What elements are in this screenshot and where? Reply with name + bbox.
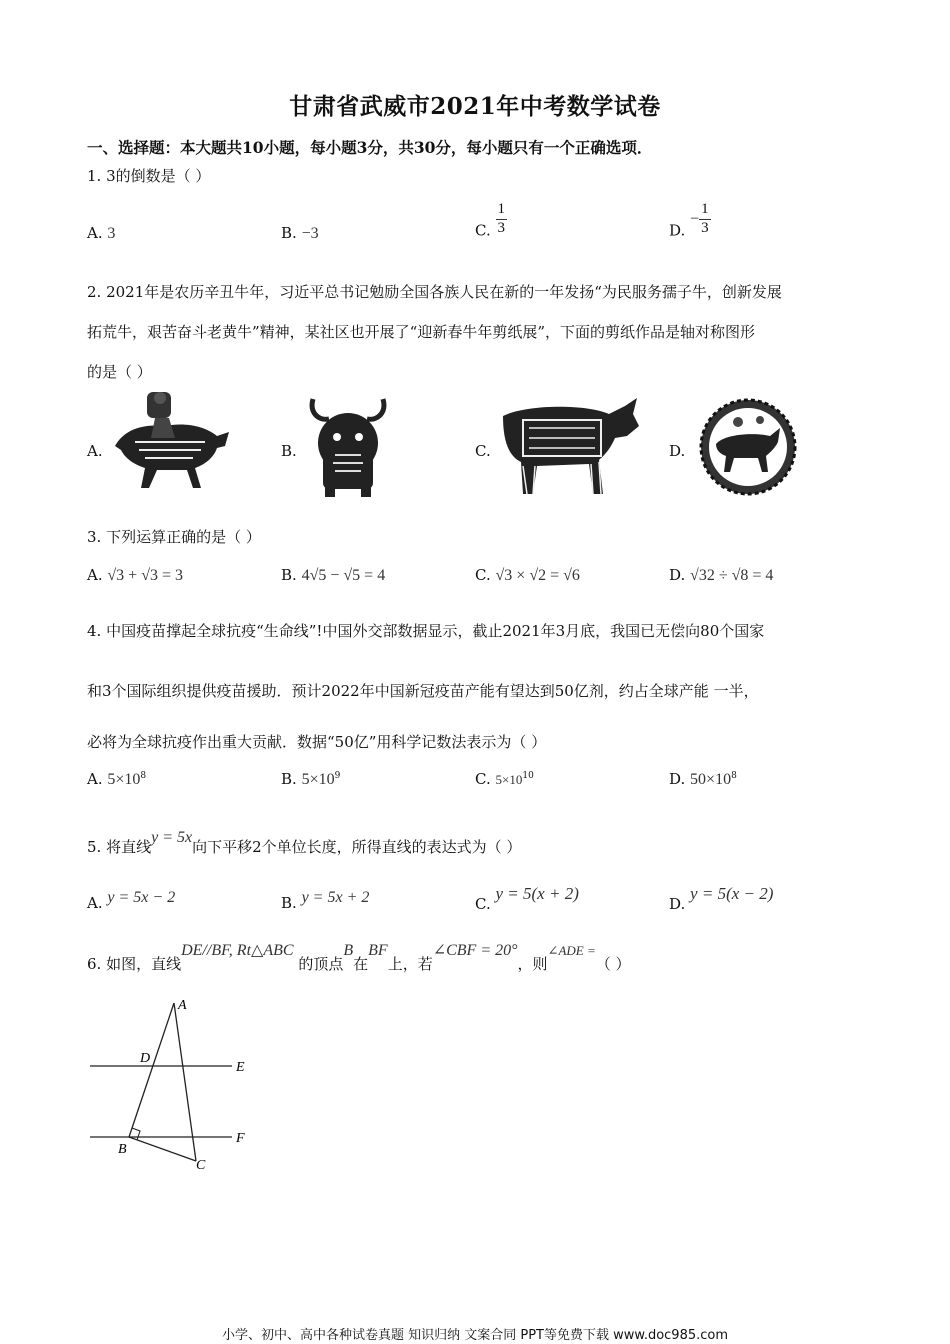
option-label: B. <box>281 224 297 242</box>
sqrt-term: √3 <box>107 567 125 584</box>
option-label: D. <box>669 221 686 240</box>
fraction <box>699 202 711 237</box>
stem-math: B <box>343 942 354 959</box>
exponent: 8 <box>140 771 147 781</box>
option-label: A. <box>87 894 103 912</box>
stem-line: 2. 2021年是农历辛丑牛年，习近平总书记勉励全国各族人民在新的一年发扬“为民服务孺子牛，创新发展 <box>87 283 782 301</box>
option-label: A. <box>87 566 103 584</box>
q1-option-b <box>281 224 319 243</box>
q3-option-a <box>87 566 183 585</box>
operator: − <box>326 567 344 584</box>
question-6-stem <box>87 940 631 974</box>
stem-line: 的是（ ） <box>87 363 152 381</box>
question-2-stem <box>87 272 862 392</box>
question-4-line-1: 4. 中国疫苗撑起全球抗疫“生命线”!中国外交部数据显示，截止2021年3月底，我国已无偿向80个国家 <box>87 622 765 640</box>
operator: = <box>546 567 564 584</box>
question-1-stem: 1. 3的倒数是（ ） <box>87 167 211 185</box>
option-expression: y = 5(x − 2) <box>690 884 774 903</box>
option-expression: y = 5x + 2 <box>301 889 370 906</box>
result: = 4 <box>748 567 774 584</box>
option-label: C. <box>475 221 491 240</box>
q1-option-a <box>87 224 115 243</box>
exponent: 9 <box>334 771 341 781</box>
stem-text: 在 <box>353 955 369 973</box>
option-expression: y = 5(x + 2) <box>495 884 579 903</box>
sqrt-term: √32 <box>690 567 715 584</box>
stem-text: ，则 <box>517 955 548 973</box>
sqrt-term: √2 <box>529 567 547 584</box>
label-a: A <box>178 998 187 1013</box>
q3-option-d <box>669 566 773 585</box>
sqrt-term: √8 <box>731 567 749 584</box>
stem-text: （ ） <box>595 955 631 973</box>
stem-line: 拓荒牛，艰苦奋斗老黄牛”精神，某社区也开展了“迎新春牛年剪纸展”，下面的剪纸作品是轴对称图形 <box>87 323 756 341</box>
sqrt-term: √5 <box>343 567 361 584</box>
q4-option-d <box>669 770 737 789</box>
option-label: D. <box>669 895 686 913</box>
q2-option-d-label: D. <box>669 442 686 460</box>
q5-option-b <box>281 888 369 912</box>
stem-text: 上，若 <box>387 955 433 973</box>
option-value: 3 <box>107 225 116 242</box>
exam-title: 甘肃省武威市2021年中考数学试卷 <box>289 93 661 120</box>
stem-math: BF <box>368 942 388 959</box>
q4-option-c <box>475 770 534 788</box>
numerator: 1 <box>497 201 505 217</box>
q5-option-d <box>669 884 773 913</box>
paper-cut-ox-side-image <box>497 396 645 498</box>
exponent: 10 <box>522 771 534 781</box>
paper-cut-ox-front-image <box>305 393 391 499</box>
q4-option-b <box>281 770 340 789</box>
question-5-stem <box>87 828 521 857</box>
section-heading: 一、选择题：本大题共10小题，每小题3分，共30分，每小题只有一个正确选项． <box>87 138 653 157</box>
fraction <box>496 202 508 237</box>
stem-math: ∠ADE = <box>547 943 596 958</box>
option-label: B. <box>281 894 297 912</box>
q2-option-a-label: A. <box>87 442 103 460</box>
option-label: A. <box>87 770 103 788</box>
side-bc <box>129 1137 196 1161</box>
q5-option-c <box>475 884 579 913</box>
sqrt-term: 4√5 <box>301 567 327 584</box>
base: 5×10 <box>301 771 335 788</box>
option-label: C. <box>475 566 491 584</box>
side-ab <box>129 1003 174 1137</box>
sqrt-term: √3 <box>495 567 513 584</box>
stem-text: 向下平移2个单位长度，所得直线的表达式为（ ） <box>192 838 522 856</box>
base: 5×10 <box>107 771 141 788</box>
operator: ÷ <box>714 567 732 584</box>
result: = 4 <box>360 567 386 584</box>
option-label: B. <box>281 770 297 788</box>
exponent: 8 <box>731 771 737 781</box>
option-label: A. <box>87 224 103 242</box>
question-3-stem: 3. 下列运算正确的是（ ） <box>87 528 261 546</box>
option-expression: y = 5x − 2 <box>107 889 176 906</box>
question-4-line-3: 必将为全球抗疫作出重大贡献．数据“50亿”用科学记数法表示为（ ） <box>87 733 547 751</box>
paper-cut-ox-rider-image <box>105 388 235 494</box>
q1-option-c <box>475 202 507 239</box>
denominator: 3 <box>497 219 505 236</box>
q3-option-b <box>281 566 385 585</box>
result: = 3 <box>157 567 184 584</box>
label-c: C <box>196 1158 206 1173</box>
option-label: C. <box>475 770 491 788</box>
denominator: 3 <box>701 219 709 236</box>
line-expression: y = 5x <box>151 829 193 846</box>
q3-option-c <box>475 566 580 585</box>
option-label: B. <box>281 566 297 584</box>
sqrt-term: √3 <box>141 567 158 584</box>
label-f: F <box>236 1131 245 1146</box>
minus-sign: − <box>690 210 700 228</box>
footer-text: 小学、初中、高中各种试卷真题 知识归纳 文案合同 PPT等免费下载 www.doc985.com <box>221 1328 729 1343</box>
label-b: B <box>118 1142 127 1157</box>
stem-text: 的顶点 <box>298 955 344 973</box>
option-label: C. <box>475 895 491 913</box>
q5-option-a <box>87 888 175 912</box>
q2-option-c-label: C. <box>475 442 491 460</box>
label-d: D <box>140 1051 151 1066</box>
operator: + <box>124 567 142 584</box>
option-label: D. <box>669 770 686 788</box>
stem-text: 6. 如图，直线 <box>87 955 182 973</box>
label-e: E <box>236 1060 245 1075</box>
numerator: 1 <box>701 201 709 217</box>
option-value: −3 <box>301 225 319 242</box>
stem-math: DE//BF, Rt△ABC <box>181 942 294 959</box>
q1-option-d <box>669 202 711 239</box>
question-4-line-2: 和3个国际组织提供疫苗援助．预计2022年中国新冠疫苗产能有望达到50亿剂，约占全球产能 一半， <box>87 682 759 700</box>
base: 50×10 <box>690 771 732 788</box>
base: 5×10 <box>495 772 523 787</box>
paper-cut-ox-round-image <box>694 398 802 496</box>
stem-text: 5. 将直线 <box>87 838 152 856</box>
stem-math: ∠CBF = 20° <box>432 942 518 959</box>
q2-option-b-label: B. <box>281 442 297 460</box>
option-label: D. <box>669 566 686 584</box>
operator: × <box>512 567 530 584</box>
sqrt-term: √6 <box>563 567 580 584</box>
q6-geometry-figure <box>86 995 256 1175</box>
q4-option-a <box>87 770 146 789</box>
